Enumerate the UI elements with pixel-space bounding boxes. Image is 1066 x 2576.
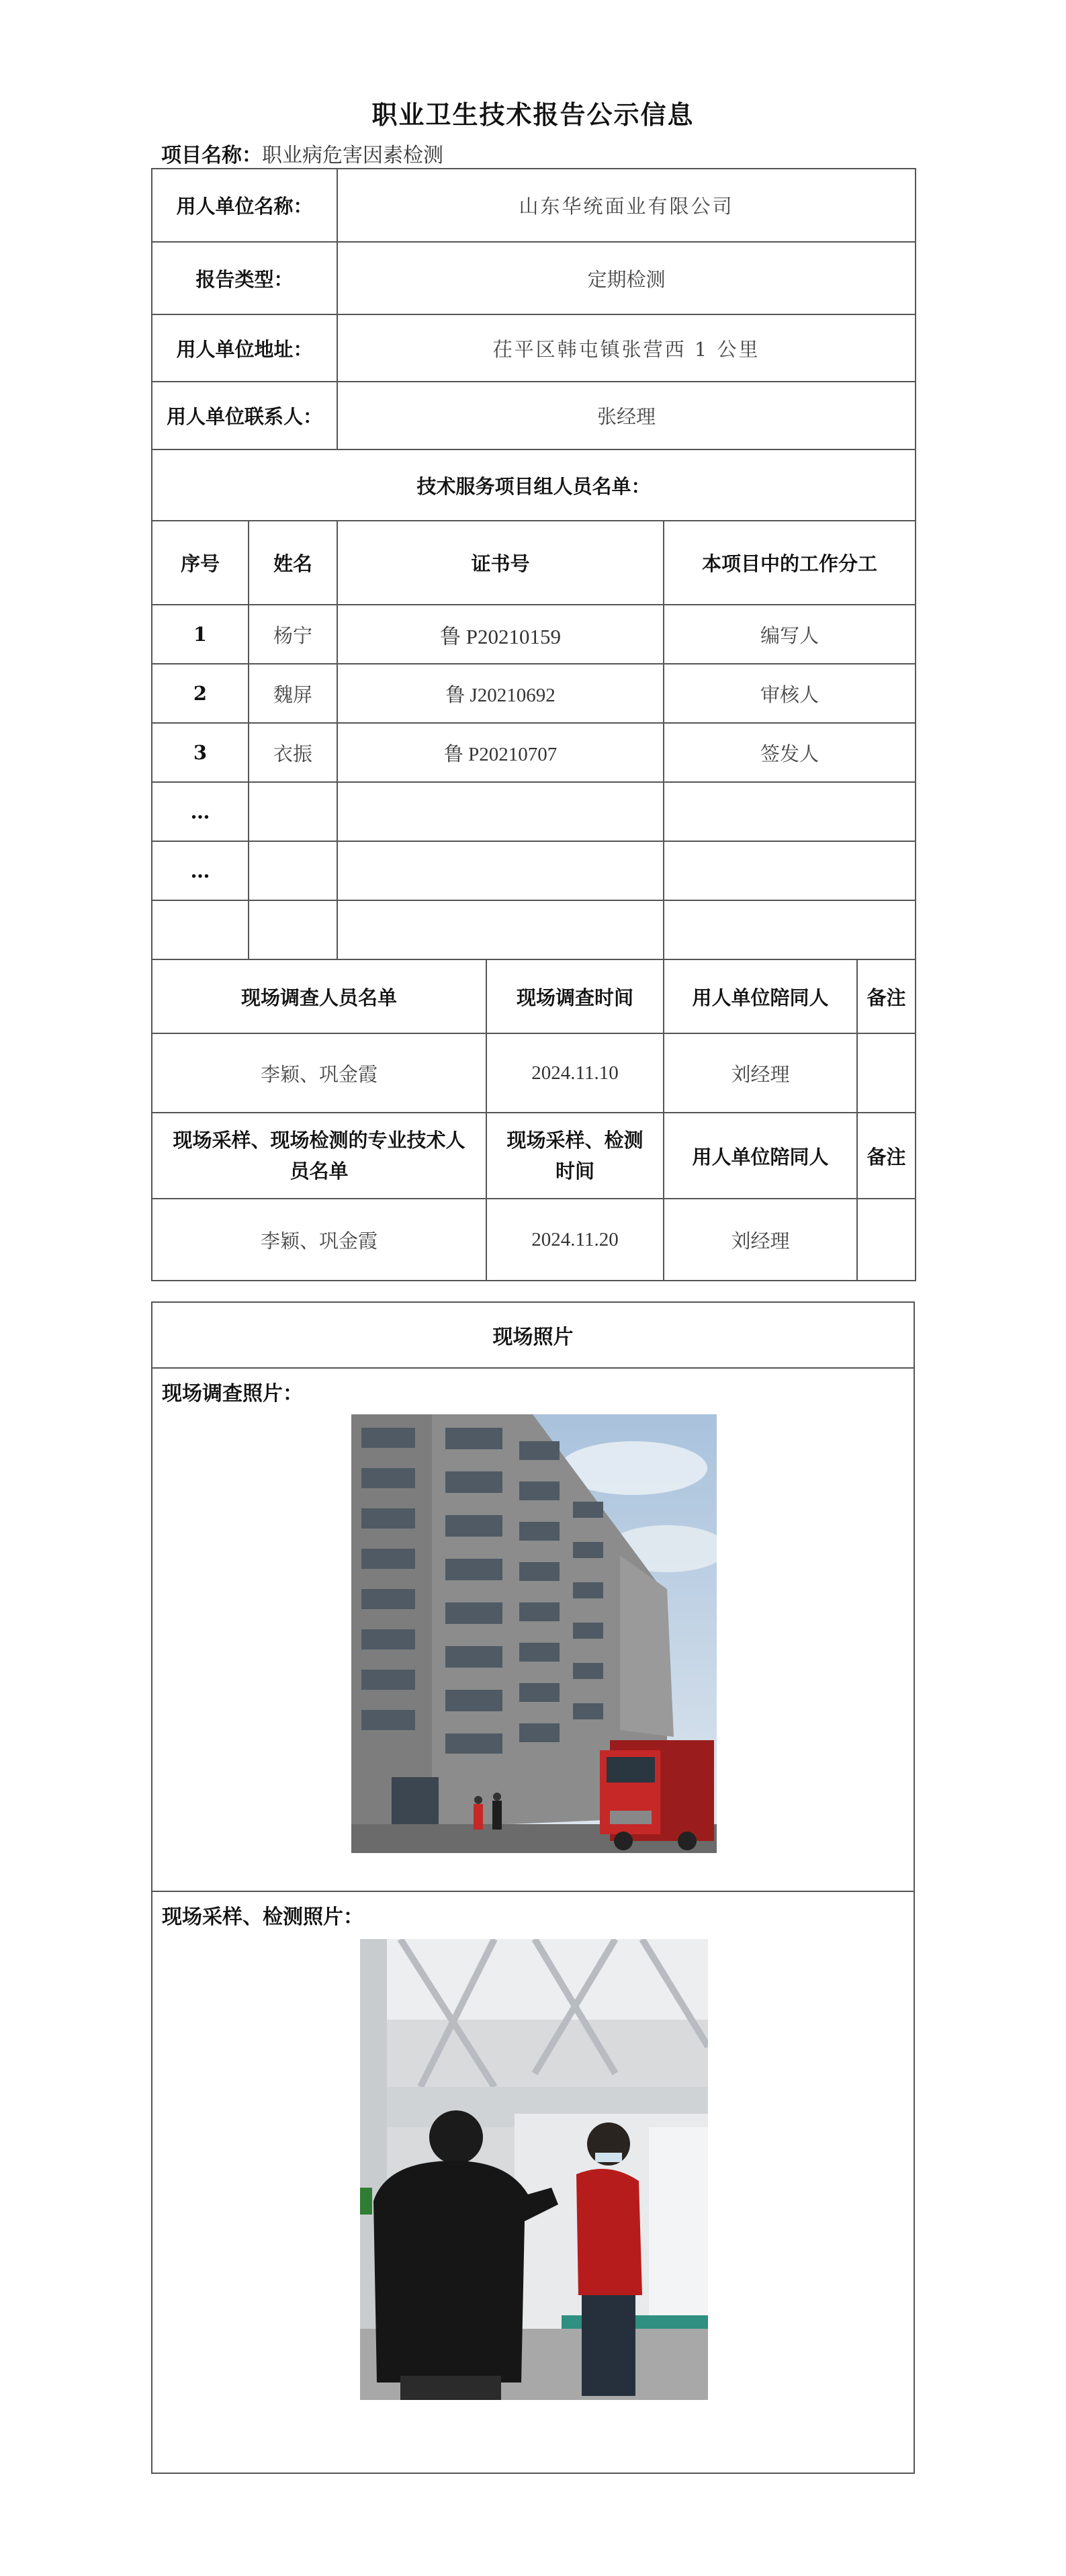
team-row-role: 审核人 — [664, 664, 916, 723]
survey-people: 李颖、巩金霞 — [152, 1033, 486, 1113]
survey-row — [152, 1033, 916, 1113]
site-photos-section — [151, 1301, 915, 2474]
project-name-label: 项目名称： — [161, 144, 262, 167]
team-title: 技术服务项目组人员名单： — [152, 449, 916, 521]
unit-name-label: 用人单位名称： — [152, 169, 337, 242]
report-info-table — [151, 168, 916, 1281]
contact-value: 张经理 — [337, 382, 916, 449]
team-row-name — [249, 782, 337, 841]
team-header-row — [152, 521, 916, 605]
sampling-header-row — [152, 1113, 916, 1199]
sampling-header-escort: 用人单位陪同人 — [664, 1113, 857, 1199]
unit-name-row — [152, 169, 916, 242]
sampling-note — [857, 1199, 916, 1281]
survey-header-row — [152, 959, 916, 1033]
sampling-photo-label: 现场采样、检测照片： — [162, 1905, 363, 1929]
survey-photo — [351, 1414, 717, 1853]
table-row — [152, 605, 916, 664]
team-row-role: 编写人 — [664, 605, 916, 664]
page-title: 职业卫生技术报告公示信息 — [371, 99, 695, 130]
survey-header-people: 现场调查人员名单 — [152, 959, 486, 1033]
team-row-role — [664, 841, 916, 900]
team-title-row — [152, 449, 916, 521]
survey-date: 2024.11.10 — [486, 1033, 664, 1113]
sampling-row — [152, 1199, 916, 1281]
sampling-header-note: 备注 — [857, 1113, 916, 1199]
project-name-value: 职业病危害因素检测 — [262, 144, 443, 167]
team-row-name — [249, 900, 337, 959]
sampling-people: 李颖、巩金霞 — [152, 1199, 486, 1281]
survey-header-note: 备注 — [857, 959, 916, 1033]
table-row — [152, 900, 916, 959]
team-row-cert — [337, 900, 664, 959]
team-row-cert: 鲁 P20210159 — [337, 605, 664, 664]
team-row-no: 2 — [152, 664, 249, 723]
project-name — [161, 138, 443, 168]
workshop-photo-image — [360, 1939, 708, 2400]
team-row-no: … — [152, 782, 249, 841]
contact-label: 用人单位联系人： — [152, 382, 337, 449]
table-row — [152, 782, 916, 841]
team-row-role — [664, 900, 916, 959]
team-row-role — [664, 782, 916, 841]
report-type-label: 报告类型： — [152, 242, 337, 314]
team-row-cert: 鲁 J20210692 — [337, 664, 664, 723]
team-header-role: 本项目中的工作分工 — [664, 521, 916, 605]
address-row — [152, 314, 916, 382]
survey-photo-label: 现场调查照片： — [162, 1382, 303, 1406]
team-row-no — [152, 900, 249, 959]
sampling-escort: 刘经理 — [664, 1199, 857, 1281]
team-header-no: 序号 — [152, 521, 249, 605]
survey-photo-section — [152, 1367, 914, 1892]
report-type-value: 定期检测 — [337, 242, 916, 314]
team-header-name: 姓名 — [249, 521, 337, 605]
survey-note — [857, 1033, 916, 1113]
site-photos-title: 现场照片 — [152, 1303, 914, 1369]
team-row-no: 1 — [152, 605, 249, 664]
team-row-cert: 鲁 P20210707 — [337, 723, 664, 782]
team-row-no: 3 — [152, 723, 249, 782]
survey-escort: 刘经理 — [664, 1033, 857, 1113]
team-row-name — [249, 841, 337, 900]
table-row — [152, 723, 916, 782]
team-row-cert — [337, 782, 664, 841]
address-label: 用人单位地址： — [152, 314, 337, 382]
building-photo-image — [351, 1414, 717, 1853]
sampling-photo-section — [152, 1891, 914, 2473]
red-truck — [600, 1740, 714, 1850]
team-row-name: 衣振 — [249, 723, 337, 782]
sampling-header-date: 现场采样、检测时间 — [486, 1113, 664, 1199]
team-row-name: 杨宁 — [249, 605, 337, 664]
table-row — [152, 841, 916, 900]
survey-header-date: 现场调查时间 — [486, 959, 664, 1033]
team-row-name: 魏屏 — [249, 664, 337, 723]
sampling-header-people: 现场采样、现场检测的专业技术人员名单 — [152, 1113, 486, 1199]
team-row-cert — [337, 841, 664, 900]
sampling-photo — [360, 1939, 708, 2400]
team-row-no: … — [152, 841, 249, 900]
address-value: 茌平区韩屯镇张营西 1 公里 — [337, 314, 916, 382]
report-type-row — [152, 242, 916, 314]
survey-header-escort: 用人单位陪同人 — [664, 959, 857, 1033]
sampling-date: 2024.11.20 — [486, 1199, 664, 1281]
table-row — [152, 664, 916, 723]
contact-row — [152, 382, 916, 449]
team-header-cert: 证书号 — [337, 521, 664, 605]
team-row-role: 签发人 — [664, 723, 916, 782]
unit-name-value: 山东华统面业有限公司 — [337, 169, 916, 242]
